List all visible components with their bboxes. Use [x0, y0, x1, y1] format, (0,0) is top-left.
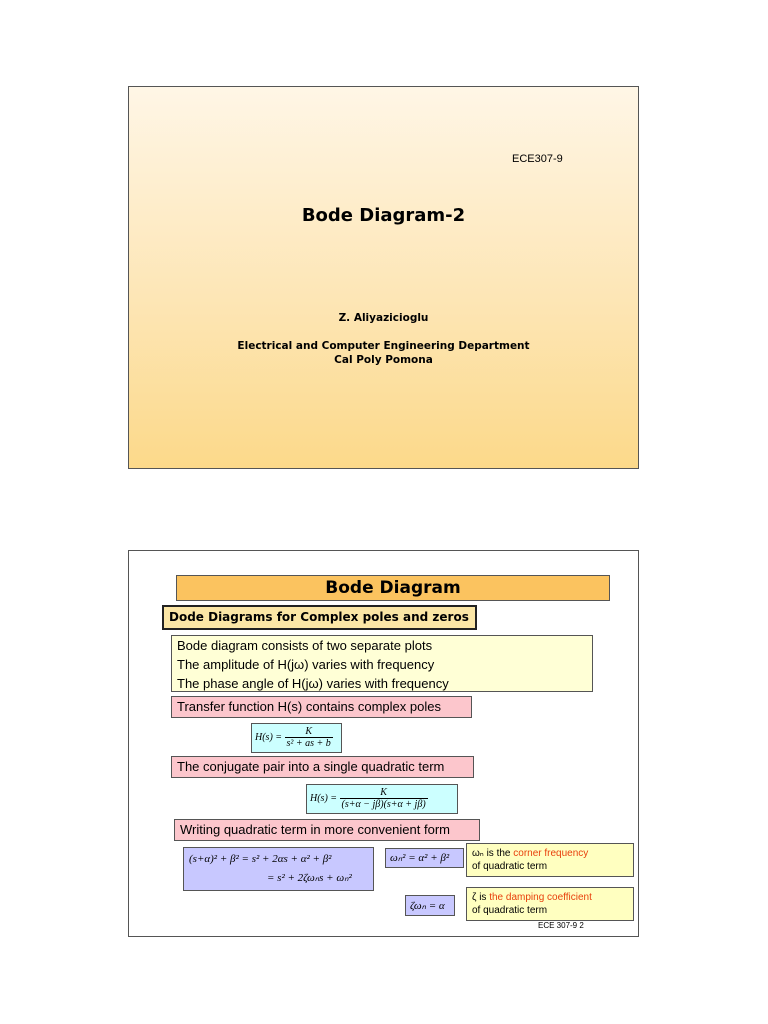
note1-line-2: of quadratic term	[472, 861, 548, 872]
note2-highlight: the damping coefficient	[489, 892, 592, 903]
note1-line-1	[472, 847, 628, 860]
note-convenient-form: Writing quadratic term in more convenient form	[174, 819, 480, 841]
eq3-line-2: = s² + 2ζωₙs + ωₙ²	[267, 872, 352, 884]
note1-is: is the	[486, 848, 511, 859]
note2-line-1	[472, 891, 628, 904]
slide-subtitle: Dode Diagrams for Complex poles and zeros	[162, 605, 477, 630]
bullet-line: The amplitude of H(jω) varies with frequency	[177, 657, 435, 672]
eq2-fraction	[340, 787, 428, 810]
eq2-numerator: K	[340, 787, 428, 799]
department-name: Electrical and Computer Engineering Department	[237, 340, 530, 352]
eq2-denominator: (s+α − jβ)(s+α + jβ)	[341, 799, 426, 810]
bullet-line: The phase angle of H(jω) varies with frequency	[177, 676, 449, 691]
note-conjugate-pair: The conjugate pair into a single quadratic term	[171, 756, 474, 778]
eq2-lhs: H(s) =	[310, 792, 338, 804]
bullet-box	[171, 635, 593, 692]
affiliation	[129, 339, 638, 367]
slide-footer: ECE 307-9 2	[538, 921, 584, 930]
slide-heading: Bode Diagram	[176, 575, 610, 601]
eq1-lhs: H(s) =	[255, 731, 283, 743]
equation-quadratic-form	[183, 847, 374, 891]
note2-is: is	[479, 892, 487, 903]
zeta-symbol: ζ	[472, 892, 477, 903]
eq1-fraction	[285, 726, 333, 749]
omega-n-symbol: ωₙ	[472, 848, 484, 859]
eq1-numerator: K	[285, 726, 333, 738]
bullet-line: Bode diagram consists of two separate plots	[177, 638, 433, 653]
note-corner-frequency	[466, 843, 634, 877]
note-complex-poles: Transfer function H(s) contains complex poles	[171, 696, 472, 718]
school-name: Cal Poly Pomona	[334, 354, 433, 366]
equation-factored	[306, 784, 458, 814]
author-name: Z. Aliyazicioglu	[338, 312, 429, 324]
course-code: ECE307-9	[512, 153, 563, 165]
eq3-line-1: (s+α)² + β² = s² + 2αs + α² + β²	[189, 853, 332, 865]
note2-line-2: of quadratic term	[472, 905, 548, 916]
slide-title: Bode Diagram-2	[301, 205, 466, 226]
equation-transfer-function	[251, 723, 342, 753]
note1-highlight: corner frequency	[513, 848, 589, 859]
content-slide	[128, 550, 639, 937]
equation-corner-frequency: ωₙ² = α² + β²	[385, 848, 464, 868]
note-damping-coefficient	[466, 887, 634, 921]
equation-damping: ζωₙ = α	[405, 895, 455, 916]
eq1-denominator: s² + as + b	[286, 738, 331, 749]
title-slide	[128, 86, 639, 469]
